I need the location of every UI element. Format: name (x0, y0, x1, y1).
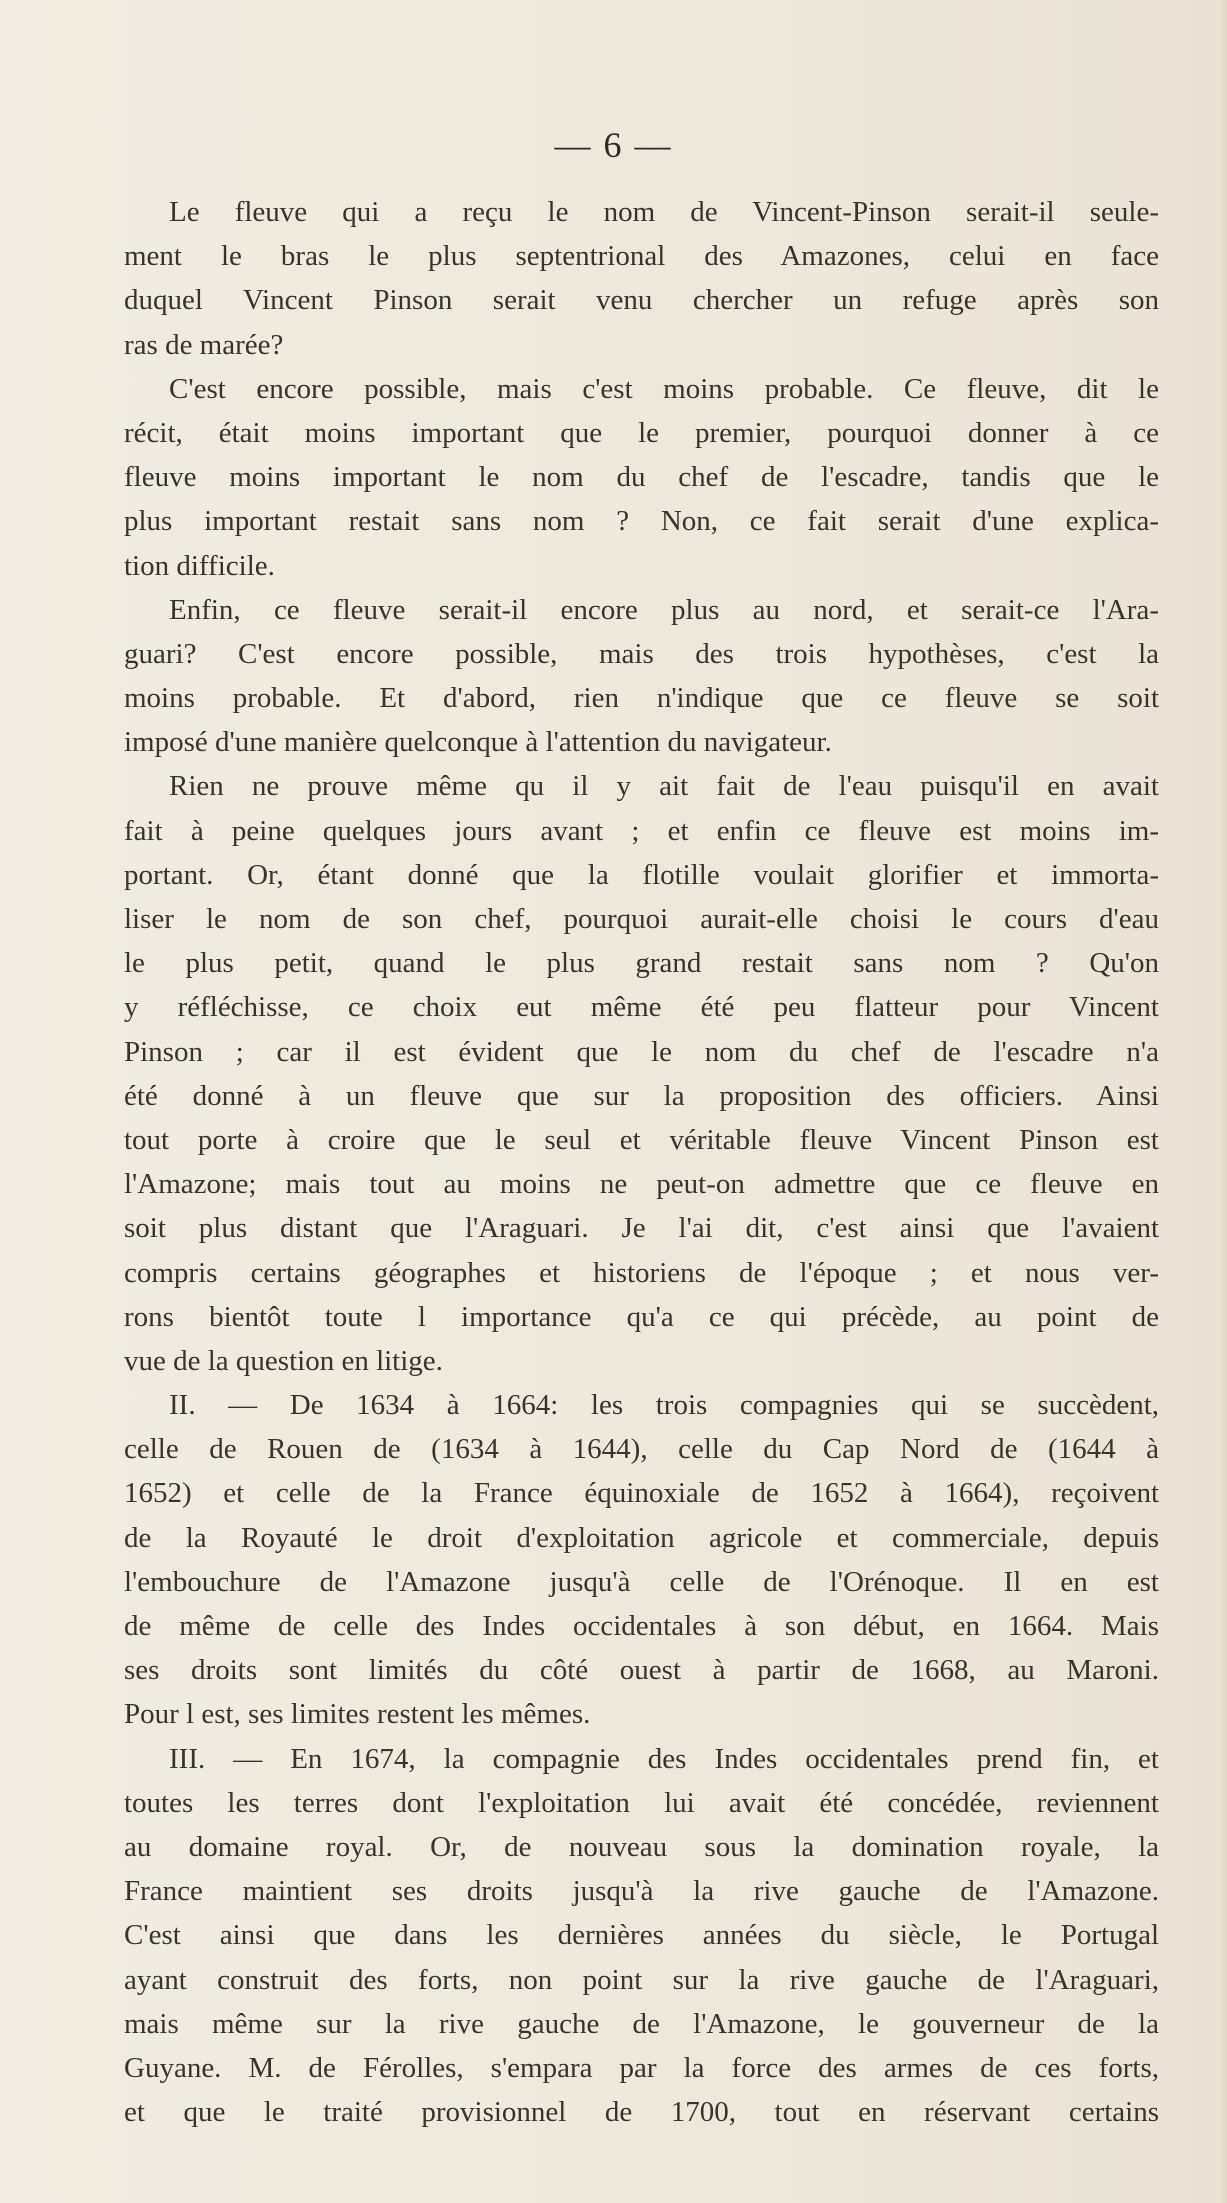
text-line: Guyane. M. de Férolles, s'empara par la force des armes de ces forts, (124, 2051, 1159, 2084)
text-line: au domaine royal. Or, de nouveau sous la domination royale, la (124, 1830, 1159, 1863)
text-line: l'Amazone; mais tout au moins ne peut-on admettre que ce fleuve en (124, 1168, 1159, 1201)
text-line: ses droits sont limités du côté ouest à partir de 1668, au Maroni. (124, 1654, 1159, 1687)
text-line: ayant construit des forts, non point sur la rive gauche de l'Araguari, (124, 1963, 1159, 1996)
body-text (124, 190, 1159, 2134)
text-line: 1652) et celle de la France équinoxiale de 1652 à 1664), reçoivent (124, 1477, 1159, 1510)
text-line: l'embouchure de l'Amazone jusqu'à celle de l'Orénoque. Il en est (124, 1565, 1159, 1598)
text-line: liser le nom de son chef, pourquoi aurait-elle choisi le cours d'eau (124, 903, 1159, 935)
text-line: moins probable. Et d'abord, rien n'indique que ce fleuve se soit (124, 682, 1159, 715)
text-line: plus important restait sans nom ? Non, ce fait serait d'une explica- (124, 505, 1159, 538)
text-line: de la Royauté le droit d'exploitation agricole et commerciale, depuis (124, 1521, 1159, 1554)
text-line: mais même sur la rive gauche de l'Amazone, le gouverneur de la (124, 2007, 1159, 2040)
text-line: Pinson ; car il est évident que le nom du chef de l'escadre n'a (124, 1035, 1159, 1068)
page-number: — 6 — (554, 125, 673, 165)
text-line: celle de Rouen de (1634 à 1644), celle du Cap Nord de (1644 à (124, 1433, 1159, 1466)
text-line: compris certains géographes et historiens de l'époque ; et nous ver- (124, 1256, 1159, 1289)
text-line: tion difficile. (124, 549, 275, 582)
text-line: Enfin, ce fleuve serait-il encore plus au nord, et serait-ce l'Ara- (169, 593, 1159, 626)
page-edge-shadow (1217, 0, 1227, 2203)
text-line: III. — En 1674, la compagnie des Indes occidentales prend fin, et (169, 1742, 1159, 1775)
text-line: récit, était moins important que le premier, pourquoi donner à ce (124, 416, 1159, 449)
text-line: imposé d'une manière quelconque à l'attention du navigateur. (124, 726, 832, 759)
text-line: Pour l est, ses limites restent les mêmes. (124, 1698, 591, 1731)
text-line: tout porte à croire que le seul et véritable fleuve Vincent Pinson est (124, 1123, 1159, 1156)
text-line: portant. Or, étant donné que la flotille voulait glorifier et immorta- (124, 858, 1159, 891)
text-line: duquel Vincent Pinson serait venu chercher un refuge après son (124, 284, 1159, 317)
text-line: et que le traité provisionnel de 1700, tout en réservant certains (124, 2096, 1159, 2129)
text-line: été donné à un fleuve que sur la proposition des officiers. Ainsi (124, 1079, 1159, 1112)
text-line: rons bientôt toute l importance qu'a ce qui précède, au point de (124, 1300, 1159, 1333)
text-line: Le fleuve qui a reçu le nom de Vincent-Pinson serait-il seule- (169, 196, 1159, 228)
text-line: le plus petit, quand le plus grand restait sans nom ? Qu'on (124, 947, 1159, 980)
text-line: ras de marée? (124, 328, 284, 361)
text-line: Rien ne prouve même qu il y ait fait de l'eau puisqu'il en avait (169, 770, 1159, 803)
text-line: y réfléchisse, ce choix eut même été peu flatteur pour Vincent (124, 991, 1159, 1024)
text-line: toutes les terres dont l'exploitation lui avait été concédée, reviennent (124, 1786, 1159, 1819)
text-line: soit plus distant que l'Araguari. Je l'ai dit, c'est ainsi que l'avaient (124, 1212, 1159, 1245)
text-line: II. — De 1634 à 1664: les trois compagnies qui se succèdent, (169, 1389, 1159, 1422)
text-line: fleuve moins important le nom du chef de l'escadre, tandis que le (124, 461, 1159, 494)
text-line: de même de celle des Indes occidentales à son début, en 1664. Mais (124, 1610, 1159, 1642)
text-line: fait à peine quelques jours avant ; et enfin ce fleuve est moins im- (124, 814, 1159, 847)
text-line: ment le bras le plus septentrional des Amazones, celui en face (124, 240, 1159, 273)
text-line: C'est encore possible, mais c'est moins probable. Ce fleuve, dit le (169, 372, 1159, 405)
text-line: guari? C'est encore possible, mais des trois hypothèses, c'est la (124, 637, 1159, 670)
text-line: vue de la question en litige. (124, 1344, 443, 1377)
text-line: C'est ainsi que dans les dernières années du siècle, le Portugal (124, 1919, 1159, 1952)
text-line: France maintient ses droits jusqu'à la rive gauche de l'Amazone. (124, 1875, 1159, 1908)
